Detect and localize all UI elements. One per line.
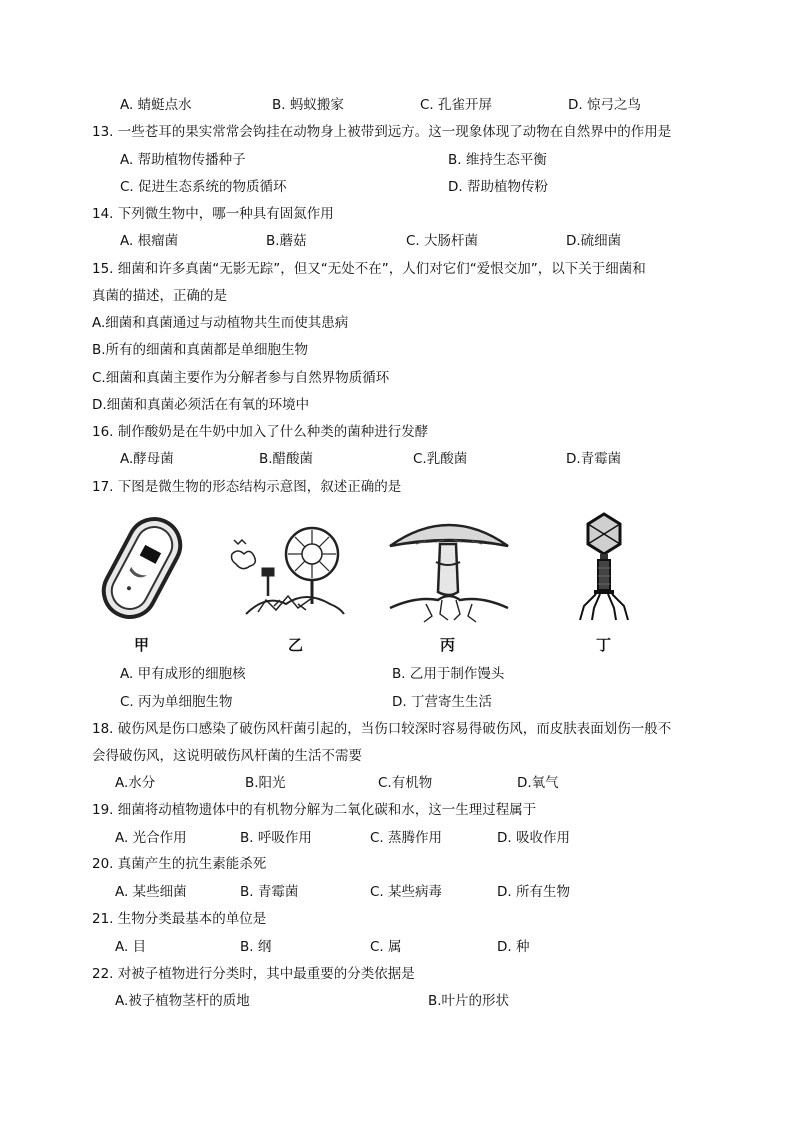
figure-label-jia: 甲	[134, 636, 150, 654]
figure-label-bing: 丙	[440, 636, 456, 654]
q21-stem: 21. 生物分类最基本的单位是	[92, 911, 267, 927]
q20-stem: 20. 真菌产生的抗生素能杀死	[92, 856, 267, 872]
q20-option-c: C. 某些病毒	[370, 884, 443, 900]
q16-option-d: D.青霉菌	[566, 451, 622, 467]
q17-stem: 17. 下图是微生物的形态结构示意图，叙述正确的是	[92, 479, 402, 495]
q15-option-c: C.细菌和真菌主要作为分解者参与自然界物质循环	[92, 370, 390, 386]
bacterium-illustration	[96, 512, 188, 624]
q22-option-a: A.被子植物茎杆的质地	[115, 993, 250, 1009]
q18-option-c: C.有机物	[378, 775, 433, 791]
q12-option-b: B. 蚂蚁搬家	[272, 97, 344, 113]
q14-option-d: D.硫细菌	[566, 233, 622, 249]
q15-option-a: A.细菌和真菌通过与动植物共生而使其患病	[92, 315, 349, 331]
q19-stem: 19. 细菌将动植物遗体中的有机物分解为二氧化碳和水，这一生理过程属于	[92, 802, 537, 818]
q21-option-a: A. 目	[115, 939, 147, 955]
q17-option-a: A. 甲有成形的细胞核	[120, 666, 246, 682]
q16-stem: 16. 制作酸奶是在牛奶中加入了什么种类的菌种进行发酵	[92, 424, 429, 440]
mushroom-illustration	[386, 512, 512, 624]
q19-option-d: D. 吸收作用	[497, 830, 570, 846]
q17-option-d: D. 丁营寄生生活	[392, 694, 492, 710]
q12-option-d: D. 惊弓之鸟	[568, 97, 641, 113]
q21-option-d: D. 种	[497, 939, 530, 955]
q22-stem: 22. 对被子植物进行分类时，其中最重要的分类依据是	[92, 966, 415, 982]
q19-option-a: A. 光合作用	[115, 830, 187, 846]
q20-option-d: D. 所有生物	[497, 884, 570, 900]
q18-option-d: D.氧气	[517, 775, 559, 791]
q20-option-a: A. 某些细菌	[115, 884, 187, 900]
q20-option-b: B. 青霉菌	[240, 884, 299, 900]
q13-option-d: D. 帮助植物传粉	[448, 179, 548, 195]
q13-stem: 13. 一些苍耳的果实常常会钩挂在动物身上被带到远方。这一现象体现了动物在自然界中的作用是	[92, 124, 672, 140]
q15-stem-line2: 真菌的描述，正确的是	[92, 288, 227, 304]
q15-option-b: B.所有的细菌和真菌都是单细胞生物	[92, 342, 309, 358]
q17-option-b: B. 乙用于制作馒头	[392, 666, 505, 682]
q14-option-c: C. 大肠杆菌	[406, 233, 479, 249]
bacteriophage-illustration	[574, 512, 634, 624]
figure-label-ding: 丁	[596, 636, 612, 654]
q12-option-c: C. 孔雀开屏	[420, 97, 493, 113]
q16-option-b: B.醋酸菌	[259, 451, 314, 467]
q16-option-c: C.乳酸菌	[413, 451, 468, 467]
q19-option-b: B. 呼吸作用	[240, 830, 312, 846]
q16-option-a: A.酵母菌	[120, 451, 174, 467]
q21-option-c: C. 属	[370, 939, 402, 955]
q15-option-d: D.细菌和真菌必须活在有氧的环境中	[92, 397, 310, 413]
q18-stem-line2: 会得破伤风，这说明破伤风杆菌的生活不需要	[92, 748, 362, 764]
q13-option-a: A. 帮助植物传播种子	[120, 152, 246, 168]
q14-stem: 14. 下列微生物中，哪一种具有固氮作用	[92, 206, 334, 222]
q21-option-b: B. 纲	[240, 939, 272, 955]
q22-option-b: B.叶片的形状	[428, 993, 510, 1009]
q13-option-c: C. 促进生态系统的物质循环	[120, 179, 287, 195]
q12-option-a: A. 蜻蜓点水	[120, 97, 192, 113]
q18-option-a: A.水分	[115, 775, 156, 791]
q17-option-c: C. 丙为单细胞生物	[120, 694, 233, 710]
q13-option-b: B. 维持生态平衡	[448, 152, 547, 168]
mold-illustration	[228, 524, 348, 620]
q19-option-c: C. 蒸腾作用	[370, 830, 443, 846]
q18-option-b: B.阳光	[245, 775, 286, 791]
figure-label-yi: 乙	[288, 636, 304, 654]
q14-option-a: A. 根瘤菌	[120, 233, 179, 249]
q15-stem-line1: 15. 细菌和许多真菌“无影无踪”，但又“无处不在”，人们对它们“爱恨交加”，以下关于细菌和	[92, 261, 646, 277]
q14-option-b: B.蘑菇	[266, 233, 307, 249]
q18-stem-line1: 18. 破伤风是伤口感染了破伤风杆菌引起的，当伤口较深时容易得破伤风，而皮肤表面划伤一般不	[92, 721, 672, 737]
